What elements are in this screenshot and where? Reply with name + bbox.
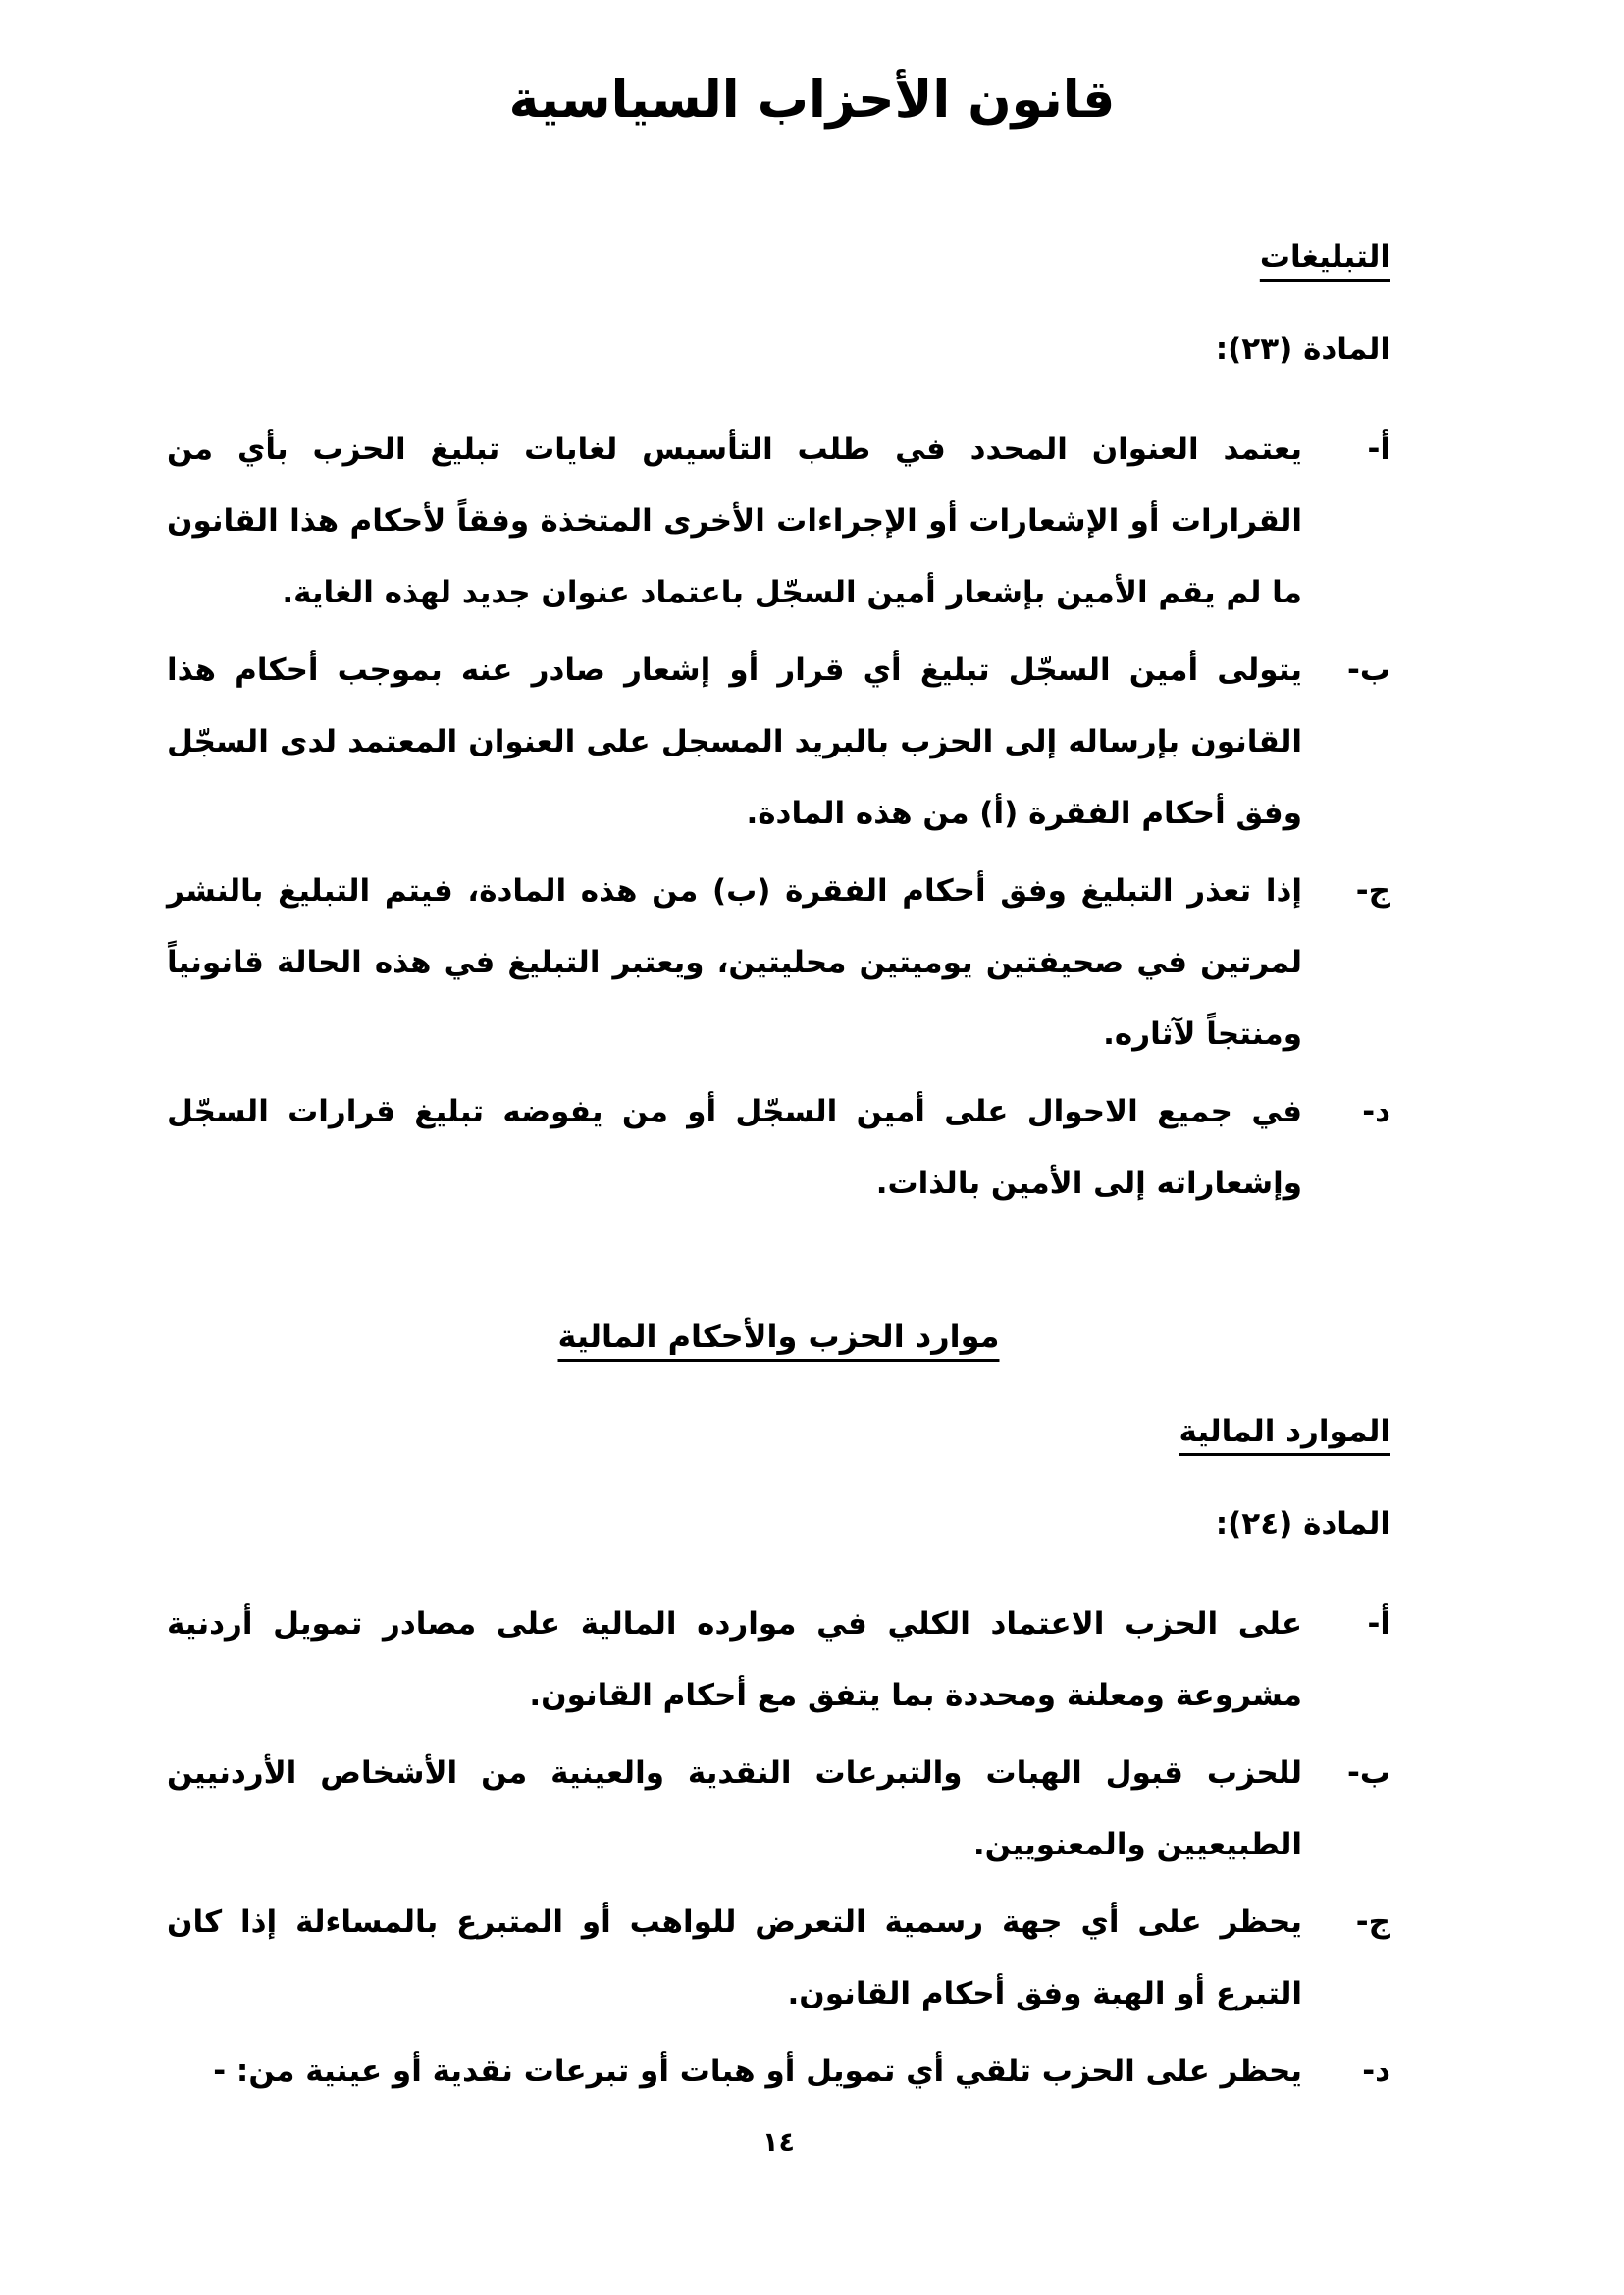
page-title: قانون الأحزاب السياسية [508, 71, 1116, 130]
clause-marker: د- [1362, 2054, 1390, 2089]
clause-text: يتولى أمين السجّل تبليغ أي قرار أو إشعار صادر عنه بموجب أحكام هذا القانون بإرساله إلى الحزب بالبريد المسجل على العنوان المعتمد لدى السجّل وفق أحكام الفقرة (أ) من هذه المادة. [167, 652, 1302, 831]
article-24-label: المادة (٢٤): [1215, 1506, 1390, 1541]
document-content [0, 239, 1624, 2108]
clause-text: على الحزب الاعتماد الكلي في موارده المالية على مصادر تمويل أردنية مشروعة ومعلنة ومحددة بما يتفق مع أحكام القانون. [167, 1606, 1302, 1713]
clause-marker: أ- [1367, 1606, 1390, 1642]
clause-23-b [167, 635, 1390, 850]
clause-marker: ب- [1346, 652, 1390, 688]
clause-23-d [167, 1076, 1390, 1220]
clause-marker: ج- [1355, 1904, 1390, 1940]
chapter-heading-party-resources: موارد الحزب والأحكام المالية [557, 1318, 1000, 1355]
clause-marker: د- [1362, 1094, 1390, 1129]
clause-marker: ج- [1355, 873, 1390, 909]
clause-23-a [167, 414, 1390, 629]
clause-24-a [167, 1589, 1390, 1732]
clause-24-b [167, 1738, 1390, 1881]
article-23-label: المادة (٢٣): [1215, 332, 1390, 367]
clause-24-c [167, 1887, 1390, 2030]
clause-text: في جميع الاحوال على أمين السجّل أو من يفوضه تبليغ قرارات السجّل وإشعاراته إلى الأمين بالذات. [167, 1094, 1302, 1201]
clause-text: يعتمد العنوان المحدد في طلب التأسيس لغايات تبليغ الحزب بأي من القرارات أو الإشعارات أو الإجراءات الأخرى المتخذة وفقاً لأحكام هذا القانون ما لم يقم الأمين بإشعار أمين السجّل باعتماد عنوان جديد لهذه الغاية. [167, 432, 1302, 610]
section-heading-financial-resources: الموارد المالية [1179, 1414, 1390, 1449]
clause-24-d [167, 2036, 1390, 2108]
clause-text: يحظر على أي جهة رسمية التعرض للواهب أو المتبرع بالمساءلة إذا كان التبرع أو الهبة وفق أحكام القانون. [167, 1904, 1302, 2011]
clause-marker: ب- [1346, 1755, 1390, 1791]
clause-text: إذا تعذر التبليغ وفق أحكام الفقرة (ب) من هذه المادة، فيتم التبليغ بالنشر لمرتين في صحيفتين يوميتين محليتين، ويعتبر التبليغ في هذه الحالة قانونياً ومنتجاً لآثاره. [167, 873, 1302, 1052]
section-heading-notifications: التبليغات [1259, 239, 1390, 275]
clause-23-c [167, 856, 1390, 1070]
page-number: ١٤ [762, 2127, 795, 2158]
clause-marker: أ- [1367, 432, 1390, 467]
clause-text: يحظر على الحزب تلقي أي تمويل أو هبات أو تبرعات نقدية أو عينية من: - [213, 2054, 1302, 2089]
clause-text: للحزب قبول الهبات والتبرعات النقدية والعينية من الأشخاص الأردنيين الطبيعيين والمعنويين. [167, 1755, 1302, 1862]
